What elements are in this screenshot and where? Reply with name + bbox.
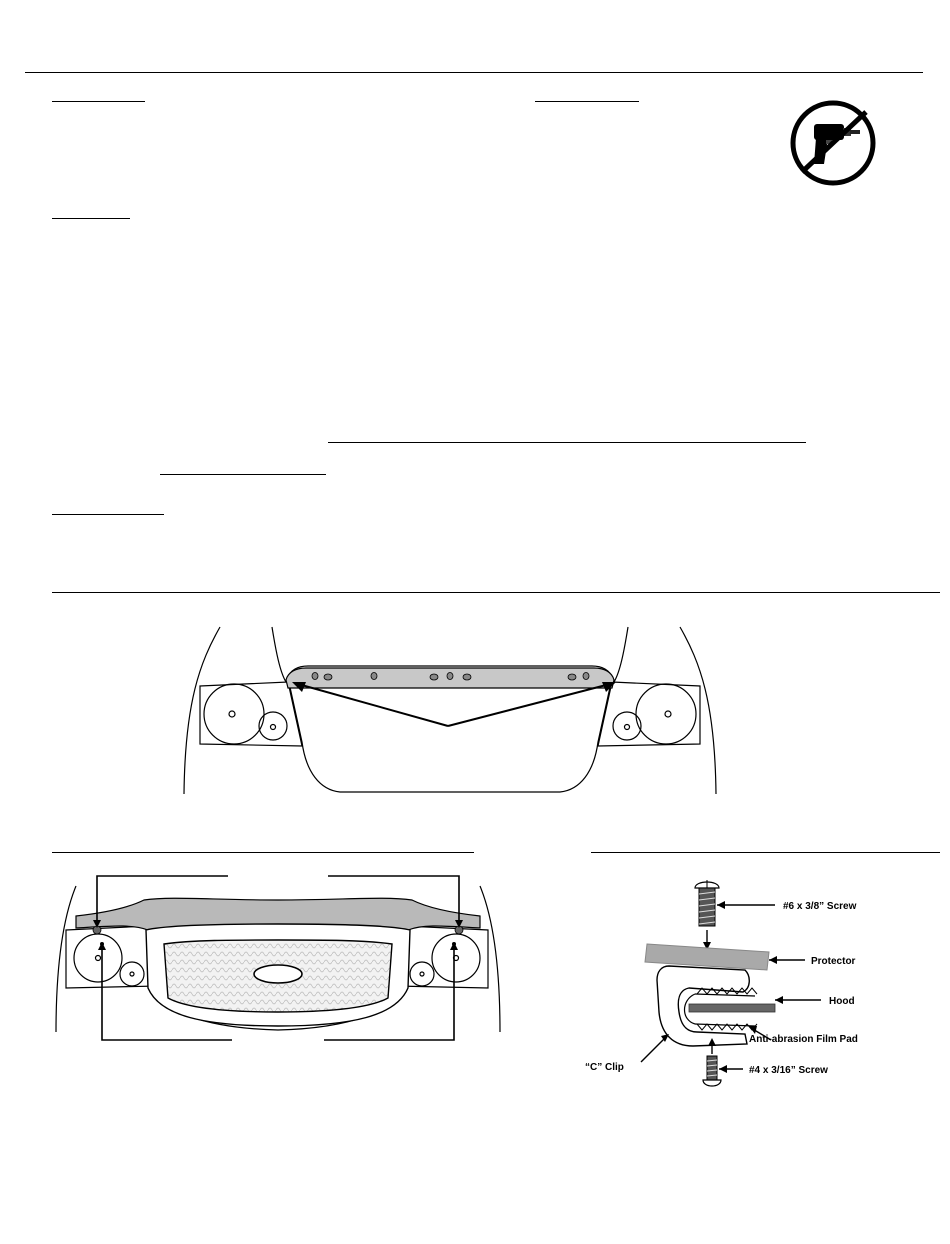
figure1-rule — [52, 592, 940, 593]
top-screw-icon — [695, 880, 719, 926]
figure2-front-drawing — [52, 870, 504, 1040]
label-screw-top: #6 x 3/8” Screw — [783, 901, 857, 912]
figure3-rule — [591, 852, 940, 853]
figure3-clip-diagram — [585, 876, 885, 1098]
bottom-screw-icon — [703, 1056, 721, 1086]
heading-underline-4 — [52, 514, 164, 515]
heading-underline-3 — [52, 218, 130, 219]
figure1-hood-drawing — [180, 622, 720, 800]
heading-underline-1 — [52, 101, 145, 102]
label-protector: Protector — [811, 956, 856, 967]
label-film-pad: Anti-abrasion Film Pad — [749, 1034, 858, 1045]
emphasis-underline-2 — [160, 474, 326, 475]
no-drill-icon — [788, 98, 880, 186]
emphasis-underline-1 — [328, 442, 806, 443]
heading-underline-2 — [535, 101, 639, 102]
top-rule — [25, 72, 923, 73]
label-hood: Hood — [829, 996, 855, 1007]
figure2-rule — [52, 852, 474, 853]
label-screw-bottom: #4 x 3/16” Screw — [749, 1065, 828, 1076]
label-c-clip: “C” Clip — [585, 1062, 624, 1073]
